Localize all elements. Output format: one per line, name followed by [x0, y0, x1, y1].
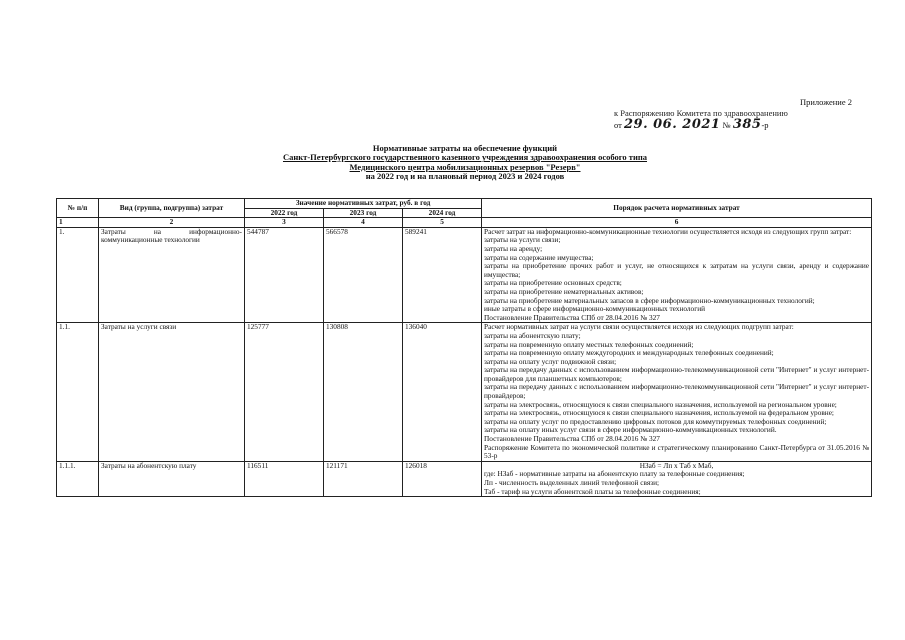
calc-line: затраты на повременную оплату местных телефонных соединений;: [484, 339, 694, 349]
col-number: 3: [245, 218, 324, 228]
calc-line: затраты на повременную оплату междугородних и международных телефонных соединений;: [484, 348, 774, 358]
calc-line: Распоряжение Комитета по экономической политике и стратегическому планированию Санкт-Петербурга от 31.05.2016 № 53-р: [484, 442, 870, 461]
number-prefix: №: [722, 120, 731, 130]
calc-line: затраты на оплату иных услуг связи в сфере информационно-коммуникационных технологий.: [484, 425, 777, 435]
from-prefix: от: [614, 120, 622, 130]
calc-line: затраты на приобретение прочих работ и услуг, не относящихся к затратам на услуги связи, аренду и содержание имущества;: [484, 261, 870, 279]
row-num: 1.1.1.: [57, 461, 99, 496]
table-row: [57, 227, 872, 323]
col-number: 1: [57, 218, 99, 228]
header-num: № п/п: [57, 199, 99, 218]
number-suffix: -р: [761, 120, 769, 130]
row-2024: 136040: [403, 323, 482, 462]
header-2022: 2022 год: [245, 208, 324, 218]
calc-line: Лп - численность выделенных линий телефонной связи;: [484, 478, 660, 487]
calc-line: Таб - тариф на услуги абонентской платы за телефонные соединения;: [484, 486, 701, 496]
calc-line: затраты на приобретение материальных запасов в сфере информационно-коммуникационных технологий;: [484, 295, 815, 305]
header-value-group: Значение нормативных затрат, руб. в год: [245, 199, 482, 209]
calc-line: затраты на передачу данных с использованием информационно-телекоммуникационной сети "Интернет" и услуг интернет-провайдеров для планшетных компьютеров;: [484, 365, 870, 383]
calc-line: Расчет затрат на информационно-коммуникационные технологии осуществляется исходя из следующих групп затрат:: [484, 227, 852, 236]
calc-line: затраты на электросвязь, относящуюся к связи специального назначения, используемой на федеральном уровне;: [484, 408, 834, 418]
calc-line: Постановление Правительства СПб от 28.04.2016 № 327: [484, 434, 660, 444]
appendix-title: Приложение 2: [800, 97, 852, 107]
row-2022: 544787: [245, 227, 324, 323]
header-type: Вид (группа, подгруппа) затрат: [99, 199, 245, 218]
col-number: 5: [403, 218, 482, 228]
row-type: Затраты на абонентскую плату: [99, 461, 245, 496]
col-number: 4: [324, 218, 403, 228]
calc-line: затраты на содержание имущества;: [484, 252, 594, 262]
calc-line: затраты на приобретение нематериальных активов;: [484, 286, 644, 296]
document-title: [210, 144, 720, 181]
handwritten-number: 385: [732, 117, 762, 132]
row-type: Затраты на информационно-коммуникационные технологии: [99, 227, 245, 323]
calc-line: Постановление Правительства СПб от 28.04.2016 № 327: [484, 312, 660, 322]
row-2022: 116511: [245, 461, 324, 496]
appendix-date-line: [600, 119, 852, 131]
calc-line: затраты на услуги связи;: [484, 235, 561, 245]
calc-line: Расчет нормативных затрат на услуги связи осуществляется исходя из следующих подгрупп затрат:: [484, 322, 794, 332]
row-2023: 121171: [324, 461, 403, 496]
col-number: 6: [482, 218, 872, 228]
calc-line: где: НЗаб - нормативные затраты на абонентскую плату за телефонные соединения;: [484, 469, 745, 479]
calc-line: затраты на аренду;: [484, 243, 543, 253]
row-calc: [482, 461, 872, 496]
calc-line: затраты на передачу данных с использованием информационно-телекоммуникационной сети "Интернет" и услуг интернет-провайдеров;: [484, 382, 870, 401]
calc-line: затраты на приобретение основных средств;: [484, 278, 622, 288]
table-row: [57, 323, 872, 462]
title-line-3: Медицинского центра мобилизационных резервов "Резерв": [349, 161, 581, 172]
calc-line: затраты на оплату услуг подвижной связи;: [484, 356, 617, 366]
calc-line: затраты на электросвязь, относящуюся к связи специального назначения, используемой на региональном уровне;: [484, 399, 837, 409]
row-2024: 126018: [403, 461, 482, 496]
header-2023: 2023 год: [324, 208, 403, 218]
row-2022: 125777: [245, 323, 324, 462]
calc-line: иные затраты в сфере информационно-коммуникационных технологий: [484, 304, 706, 314]
header-calc: Порядок расчета нормативных затрат: [482, 199, 872, 218]
row-2024: 589241: [403, 227, 482, 323]
row-calc: [482, 323, 872, 462]
calc-formula: НЗаб = Лп x Таб x Маб,: [639, 461, 714, 470]
norms-table: [56, 198, 872, 497]
row-2023: 130808: [324, 323, 403, 462]
appendix-block: [600, 97, 852, 131]
header-row-1: [57, 199, 872, 209]
row-calc: [482, 227, 872, 323]
title-line-2: Санкт-Петербургского государственного казенного учреждения здравоохранения особого типа: [282, 152, 648, 163]
row-type: Затраты на услуги связи: [99, 323, 245, 462]
row-num: 1.1.: [57, 323, 99, 462]
title-line-1: Нормативные затраты на обеспечение функций: [372, 143, 558, 153]
col-number: 2: [99, 218, 245, 228]
table-row: [57, 461, 872, 496]
header-2024: 2024 год: [403, 208, 482, 218]
calc-line: затраты на абонентскую плату;: [484, 330, 581, 340]
row-num: 1.: [57, 227, 99, 323]
handwritten-date: 29. 06. 2021: [623, 117, 721, 132]
calc-line: затраты на оплату услуг по предоставлению цифровых потоков для коммутируемых телефонных соединений;: [484, 416, 827, 426]
appendix-order-ref: к Распоряжению Комитета по здравоохранению: [614, 108, 788, 118]
column-number-row: [57, 218, 872, 228]
title-line-4: на 2022 год и на плановый период 2023 и 2024 годов: [365, 170, 565, 181]
row-2023: 566578: [324, 227, 403, 323]
